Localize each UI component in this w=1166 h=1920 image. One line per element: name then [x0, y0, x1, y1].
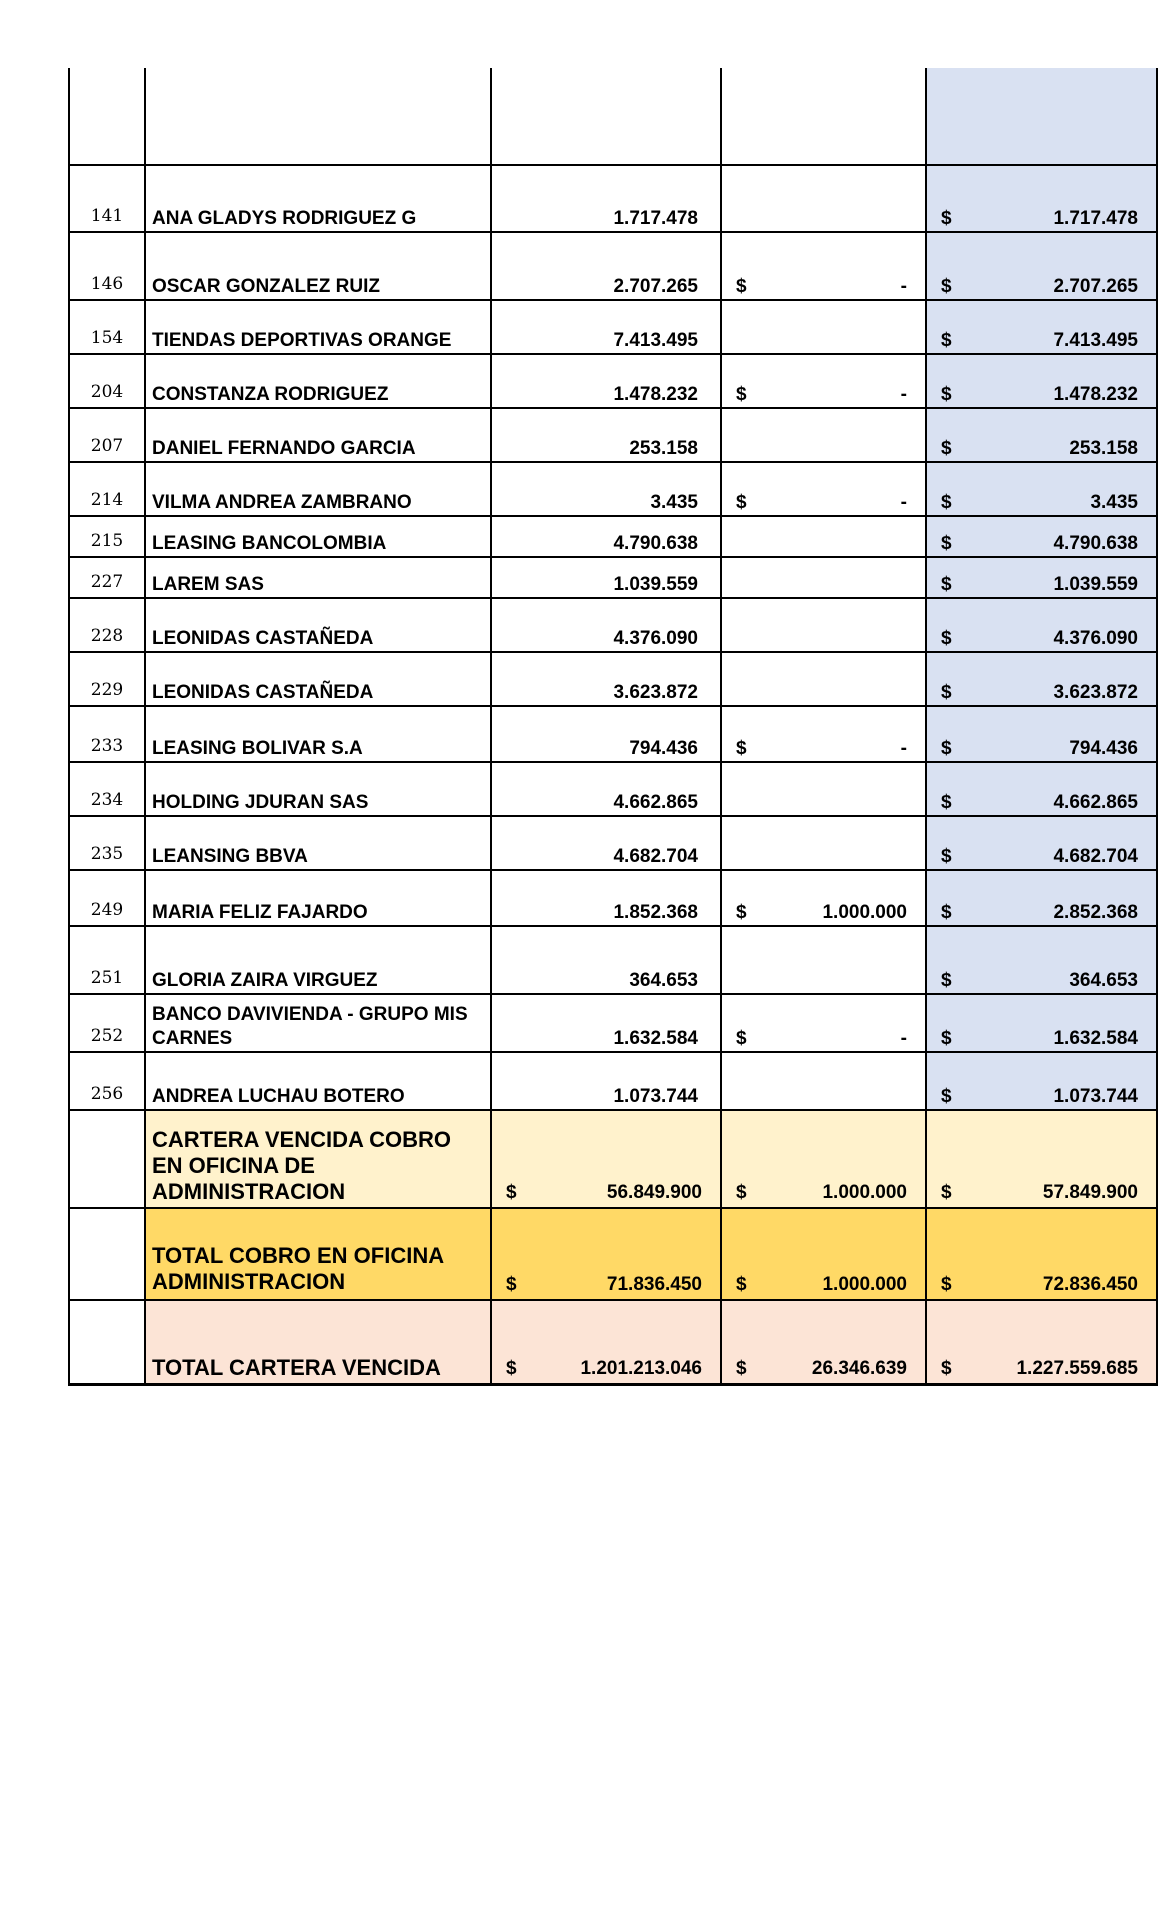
row-total-currency: $ [941, 902, 952, 923]
row-total: 1.039.559 [1053, 574, 1138, 595]
row-total-cell [926, 652, 1157, 706]
row-total-currency: $ [941, 970, 952, 991]
table-row [69, 516, 1157, 557]
row-extra: 1.000.000 [822, 902, 907, 923]
row-name: LEASING BANCOLOMBIA [145, 516, 491, 557]
subtotal-label: CARTERA VENCIDA COBRO EN OFICINA DE ADMINISTRACION [145, 1110, 491, 1208]
row-name: DANIEL FERNANDO GARCIA [145, 408, 491, 462]
row-code: 141 [69, 165, 145, 232]
row-total-cell [926, 598, 1157, 652]
row-name: CONSTANZA RODRIGUEZ [145, 354, 491, 408]
grand-total-total-currency: $ [941, 1357, 952, 1379]
table-row [69, 354, 1157, 408]
subtotal-total-cell [926, 1110, 1157, 1208]
row-code: 252 [69, 994, 145, 1052]
row-total-cell [926, 462, 1157, 516]
row-extra: - [900, 384, 907, 405]
row-amount: 4.662.865 [491, 762, 721, 816]
row-code: 214 [69, 462, 145, 516]
row-total: 1.632.584 [1053, 1028, 1138, 1049]
grand-total-row [69, 1300, 1157, 1384]
row-total: 1.073.744 [1053, 1086, 1138, 1107]
row-amount: 794.436 [491, 706, 721, 762]
row-total-currency: $ [941, 846, 952, 867]
row-extra-currency: $ [736, 276, 747, 297]
row-name: LEASING BOLIVAR S.A [145, 706, 491, 762]
table-row [69, 762, 1157, 816]
row-amount: 1.717.478 [491, 165, 721, 232]
table-row [69, 408, 1157, 462]
subtotal-extra-currency: $ [736, 1182, 747, 1203]
table-row [69, 300, 1157, 354]
row-amount: 4.682.704 [491, 816, 721, 870]
office-total-extra-currency: $ [736, 1274, 747, 1295]
row-amount: 1.478.232 [491, 354, 721, 408]
row-code: 233 [69, 706, 145, 762]
row-amount: 1.039.559 [491, 557, 721, 598]
row-total-currency: $ [941, 330, 952, 351]
row-total-currency: $ [941, 574, 952, 595]
row-total: 4.682.704 [1053, 846, 1138, 867]
table-row [69, 926, 1157, 994]
row-extra-cell [721, 652, 926, 706]
row-amount: 1.632.584 [491, 994, 721, 1052]
subtotal-extra: 1.000.000 [822, 1182, 907, 1203]
row-name: LEONIDAS CASTAÑEDA [145, 652, 491, 706]
row-code: 215 [69, 516, 145, 557]
office-total-label: TOTAL COBRO EN OFICINA ADMINISTRACION [145, 1208, 491, 1300]
row-amount: 364.653 [491, 926, 721, 994]
row-extra-cell [721, 816, 926, 870]
row-amount: 2.707.265 [491, 232, 721, 300]
row-name: TIENDAS DEPORTIVAS ORANGE [145, 300, 491, 354]
office-total-row [69, 1208, 1157, 1300]
table-row [69, 652, 1157, 706]
row-amount: 1.073.744 [491, 1052, 721, 1110]
top-cell-amount [491, 68, 721, 165]
table-row [69, 462, 1157, 516]
row-code: 234 [69, 762, 145, 816]
row-name: MARIA FELIZ FAJARDO [145, 870, 491, 926]
office-total-amount-currency: $ [506, 1274, 517, 1295]
row-total-cell [926, 870, 1157, 926]
table-row [69, 870, 1157, 926]
row-code: 235 [69, 816, 145, 870]
row-total: 7.413.495 [1053, 330, 1138, 351]
row-total: 794.436 [1069, 738, 1138, 759]
subtotal-total: 57.849.900 [1042, 1182, 1138, 1203]
row-amount: 7.413.495 [491, 300, 721, 354]
row-total: 2.852.368 [1053, 902, 1138, 923]
row-amount: 3.623.872 [491, 652, 721, 706]
row-extra-currency: $ [736, 902, 747, 923]
row-code: 249 [69, 870, 145, 926]
row-total-currency: $ [941, 438, 952, 459]
row-code: 251 [69, 926, 145, 994]
subtotal-amount-cell [491, 1110, 721, 1208]
row-amount: 4.376.090 [491, 598, 721, 652]
row-total-currency: $ [941, 276, 952, 297]
row-amount: 3.435 [491, 462, 721, 516]
row-extra: - [900, 492, 907, 513]
table-row [69, 232, 1157, 300]
row-total-currency: $ [941, 384, 952, 405]
summary-body [69, 1110, 1157, 1384]
grand-total-extra-currency: $ [736, 1357, 747, 1379]
row-extra-cell [721, 462, 926, 516]
row-total-cell [926, 516, 1157, 557]
row-total: 4.376.090 [1053, 628, 1138, 649]
office-total-extra: 1.000.000 [822, 1274, 907, 1295]
office-total-amount-cell [491, 1208, 721, 1300]
row-code: 207 [69, 408, 145, 462]
grand-total-total-cell [926, 1300, 1157, 1384]
row-extra-cell [721, 557, 926, 598]
table-row [69, 994, 1157, 1052]
row-total-cell [926, 165, 1157, 232]
row-extra-cell [721, 1052, 926, 1110]
row-name: LEONIDAS CASTAÑEDA [145, 598, 491, 652]
table-row [69, 598, 1157, 652]
row-code: 228 [69, 598, 145, 652]
overdue-portfolio-table [68, 68, 1158, 1386]
row-code: 146 [69, 232, 145, 300]
row-name: LEANSING BBVA [145, 816, 491, 870]
row-code: 256 [69, 1052, 145, 1110]
grand-total-total: 1.227.559.685 [1016, 1357, 1138, 1379]
office-total-total-currency: $ [941, 1274, 952, 1295]
row-total-cell [926, 354, 1157, 408]
office-total-total-cell [926, 1208, 1157, 1300]
row-name: ANA GLADYS RODRIGUEZ G [145, 165, 491, 232]
row-code: 229 [69, 652, 145, 706]
grand-total-extra-cell [721, 1300, 926, 1384]
row-total-cell [926, 408, 1157, 462]
row-extra: - [900, 1028, 907, 1049]
subtotal-total-currency: $ [941, 1182, 952, 1203]
table-row [69, 816, 1157, 870]
grand-total-code-cell [69, 1300, 145, 1384]
row-total-currency: $ [941, 628, 952, 649]
row-total-cell [926, 994, 1157, 1052]
subtotal-extra-cell [721, 1110, 926, 1208]
table-row [69, 165, 1157, 232]
top-cell-code [69, 68, 145, 165]
row-total-currency: $ [941, 533, 952, 554]
row-total-currency: $ [941, 738, 952, 759]
row-extra-cell [721, 762, 926, 816]
top-cell-total [926, 68, 1157, 165]
row-name: ANDREA LUCHAU BOTERO [145, 1052, 491, 1110]
office-total-amount: 71.836.450 [606, 1274, 702, 1295]
row-extra-cell [721, 300, 926, 354]
row-code: 204 [69, 354, 145, 408]
row-extra-cell [721, 165, 926, 232]
row-total-currency: $ [941, 492, 952, 513]
subtotal-code-cell [69, 1110, 145, 1208]
row-extra-currency: $ [736, 738, 747, 759]
row-total-currency: $ [941, 792, 952, 813]
subtotal-amount-currency: $ [506, 1182, 517, 1203]
grand-total-label: TOTAL CARTERA VENCIDA [145, 1300, 491, 1384]
row-extra: - [900, 738, 907, 759]
row-extra-cell [721, 926, 926, 994]
row-total-cell [926, 762, 1157, 816]
row-total: 3.623.872 [1053, 682, 1138, 703]
subtotal-row [69, 1110, 1157, 1208]
row-total-cell [926, 557, 1157, 598]
row-name: VILMA ANDREA ZAMBRANO [145, 462, 491, 516]
row-total-cell [926, 300, 1157, 354]
office-total-total: 72.836.450 [1042, 1274, 1138, 1295]
row-total-cell [926, 232, 1157, 300]
grand-total-extra: 26.346.639 [811, 1357, 907, 1379]
row-total: 364.653 [1069, 970, 1138, 991]
row-name: HOLDING JDURAN SAS [145, 762, 491, 816]
row-name: OSCAR GONZALEZ RUIZ [145, 232, 491, 300]
row-total: 4.662.865 [1053, 792, 1138, 813]
office-total-extra-cell [721, 1208, 926, 1300]
grand-total-amount-currency: $ [506, 1357, 517, 1379]
row-extra-cell [721, 870, 926, 926]
row-extra-cell [721, 706, 926, 762]
row-name: LAREM SAS [145, 557, 491, 598]
row-code: 227 [69, 557, 145, 598]
office-total-code-cell [69, 1208, 145, 1300]
row-extra-currency: $ [736, 492, 747, 513]
table-row [69, 557, 1157, 598]
row-extra-currency: $ [736, 384, 747, 405]
row-total-currency: $ [941, 682, 952, 703]
row-total: 3.435 [1090, 492, 1138, 513]
top-cell-extra [721, 68, 926, 165]
table-row [69, 1052, 1157, 1110]
row-total-cell [926, 706, 1157, 762]
row-name: GLORIA ZAIRA VIRGUEZ [145, 926, 491, 994]
row-extra-cell [721, 408, 926, 462]
row-extra-cell [721, 994, 926, 1052]
row-code: 154 [69, 300, 145, 354]
ledger-body [69, 68, 1157, 1110]
row-extra-cell [721, 516, 926, 557]
row-extra-cell [721, 232, 926, 300]
table-top-row [69, 68, 1157, 165]
top-cell-name [145, 68, 491, 165]
row-amount: 1.852.368 [491, 870, 721, 926]
row-total-cell [926, 926, 1157, 994]
row-name: BANCO DAVIVIENDA - GRUPO MIS CARNES [145, 994, 491, 1052]
subtotal-amount: 56.849.900 [606, 1182, 702, 1203]
row-total-currency: $ [941, 1086, 952, 1107]
grand-total-amount-cell [491, 1300, 721, 1384]
row-amount: 253.158 [491, 408, 721, 462]
row-extra-cell [721, 598, 926, 652]
grand-total-amount: 1.201.213.046 [580, 1357, 702, 1379]
row-total: 1.478.232 [1053, 384, 1138, 405]
row-total-currency: $ [941, 208, 952, 229]
row-amount: 4.790.638 [491, 516, 721, 557]
row-total: 1.717.478 [1053, 208, 1138, 229]
row-total-cell [926, 1052, 1157, 1110]
table-row [69, 706, 1157, 762]
row-total: 2.707.265 [1053, 276, 1138, 297]
row-total-cell [926, 816, 1157, 870]
row-total: 253.158 [1069, 438, 1138, 459]
row-extra-currency: $ [736, 1028, 747, 1049]
row-extra: - [900, 276, 907, 297]
row-extra-cell [721, 354, 926, 408]
row-total: 4.790.638 [1053, 533, 1138, 554]
row-total-currency: $ [941, 1028, 952, 1049]
